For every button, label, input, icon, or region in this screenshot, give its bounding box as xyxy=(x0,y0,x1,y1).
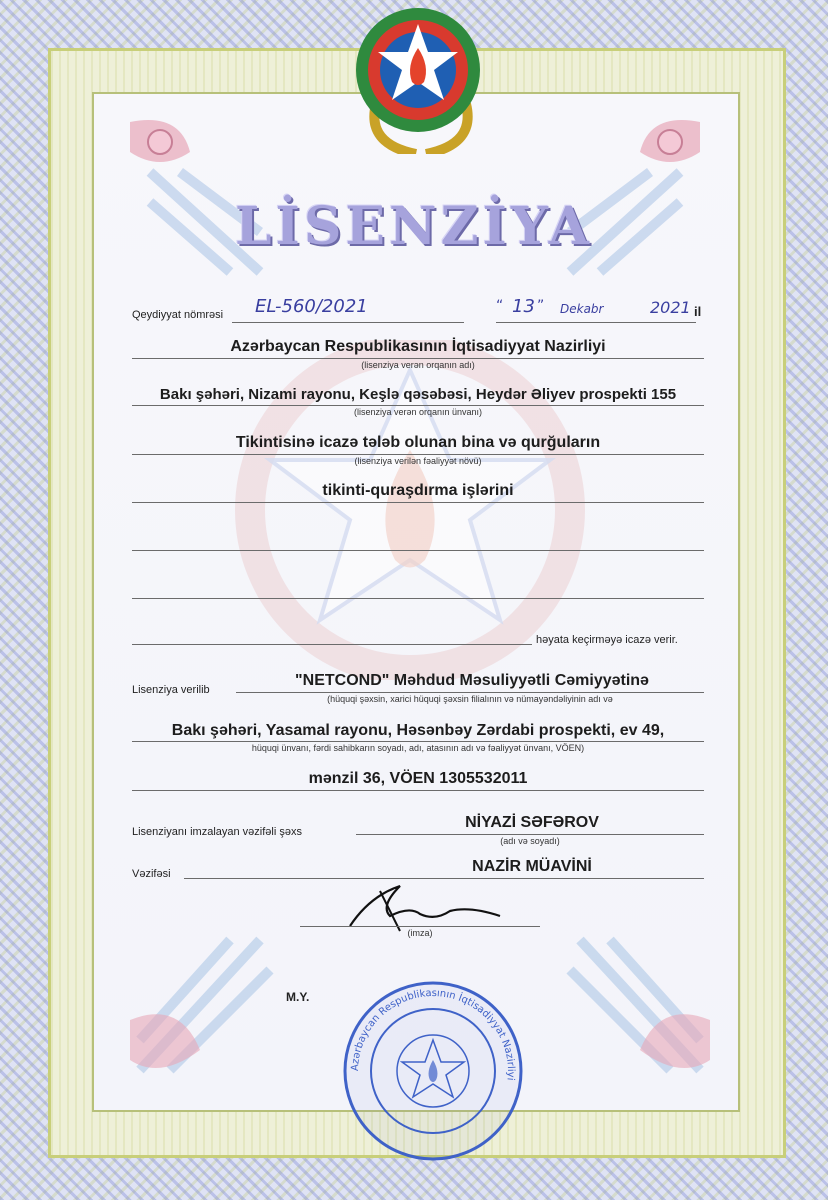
issuer-address-rule xyxy=(132,405,704,406)
seal-text: Azərbaycan Respublikasının İqtisadiyyat Nazirliyi xyxy=(349,987,517,1082)
licensee-name: "NETCOND" Məhdud Məsuliyyətli Cəmiyyətinə xyxy=(295,672,649,689)
licensee-label: Lisenziya verilib xyxy=(132,684,210,696)
official-seal xyxy=(338,976,528,1166)
ornament-bottom-left xyxy=(120,900,280,1080)
date-rule xyxy=(496,322,696,323)
activity-detail: tikinti-quraşdırma işlərini xyxy=(322,482,514,499)
position-label: Vəzifəsi xyxy=(132,868,171,880)
issuer-address: Bakı şəhəri, Nizami rayonu, Keşlə qəsəbəsi, Heydər Əliyev prospekti 155 xyxy=(159,386,677,403)
registration-month: Dekabr xyxy=(560,302,604,316)
ornament-bottom-right xyxy=(560,900,720,1080)
activity-blank-rule-3 xyxy=(132,644,532,645)
activity-type-rule xyxy=(132,454,704,455)
year-suffix: il xyxy=(694,304,702,319)
date-open-quote: “ xyxy=(496,298,504,314)
activity-detail-rule xyxy=(132,502,704,503)
position-value: NAZİR MÜAVİNİ xyxy=(472,858,592,875)
signatory-name-caption: (adı və soyadı) xyxy=(500,836,560,846)
state-emblem-icon xyxy=(356,4,486,154)
licensee-address-line1: Bakı şəhəri, Yasamal rayonu, Həsənbəy Zərdabi prospekti, ev 49, xyxy=(171,722,665,739)
signatory-label: Lisenziyanı imzalayan vəzifəli şəxs xyxy=(132,826,302,838)
licensee-name-caption: (hüquqi şəxsin, xarici hüquqi şəxsin filialının və nümayəndəliyinin adı və xyxy=(327,694,613,704)
licensee-address-caption: hüquqi ünvanı, fərdi sahibkarın soyadı, adı, atasının adı və fəaliyyət ünvanı, VÖEN) xyxy=(251,743,585,753)
registration-number-label: Qeydiyyat nömrəsi xyxy=(132,309,224,321)
issuer-name-caption: (lisenziya verən orqanın adı) xyxy=(361,360,475,370)
signatory-name: NİYAZİ SƏFƏROV xyxy=(465,814,599,831)
signature-mark xyxy=(340,876,510,936)
document-title: LİSENZİYA xyxy=(234,196,594,257)
issuer-name-rule xyxy=(132,358,704,359)
signature-rule xyxy=(300,926,540,927)
activity-blank-rule-2 xyxy=(132,598,704,599)
issuer-address-caption: (lisenziya verən orqanın ünvanı) xyxy=(353,407,483,417)
registration-year: 2021 xyxy=(650,298,691,317)
registration-day: 13 xyxy=(512,296,535,317)
registration-number-value: EL-560/2021 xyxy=(255,296,368,317)
permission-text: həyata keçirməyə icazə verir. xyxy=(536,634,678,646)
activity-blank-rule-1 xyxy=(132,550,704,551)
issuer-name: Azərbaycan Respublikasının İqtisadiyyat Nazirliyi xyxy=(230,338,606,355)
registration-number-rule xyxy=(232,322,464,323)
licensee-name-rule xyxy=(236,692,704,693)
licensee-address-line2: mənzil 36, VÖEN 1305532011 xyxy=(308,770,528,787)
activity-type: Tikintisinə icazə tələb olunan bina və qurğuların xyxy=(235,434,601,451)
signature-caption: (imza) xyxy=(407,928,433,938)
signatory-name-rule xyxy=(356,834,704,835)
licensee-address-rule xyxy=(132,741,704,742)
activity-type-caption: (lisenziya verilən fəaliyyət növü) xyxy=(354,456,482,466)
licensee-address-line2-rule xyxy=(132,790,704,791)
date-close-quote: ” xyxy=(537,298,545,314)
stamp-label: M.Y. xyxy=(286,990,310,1004)
